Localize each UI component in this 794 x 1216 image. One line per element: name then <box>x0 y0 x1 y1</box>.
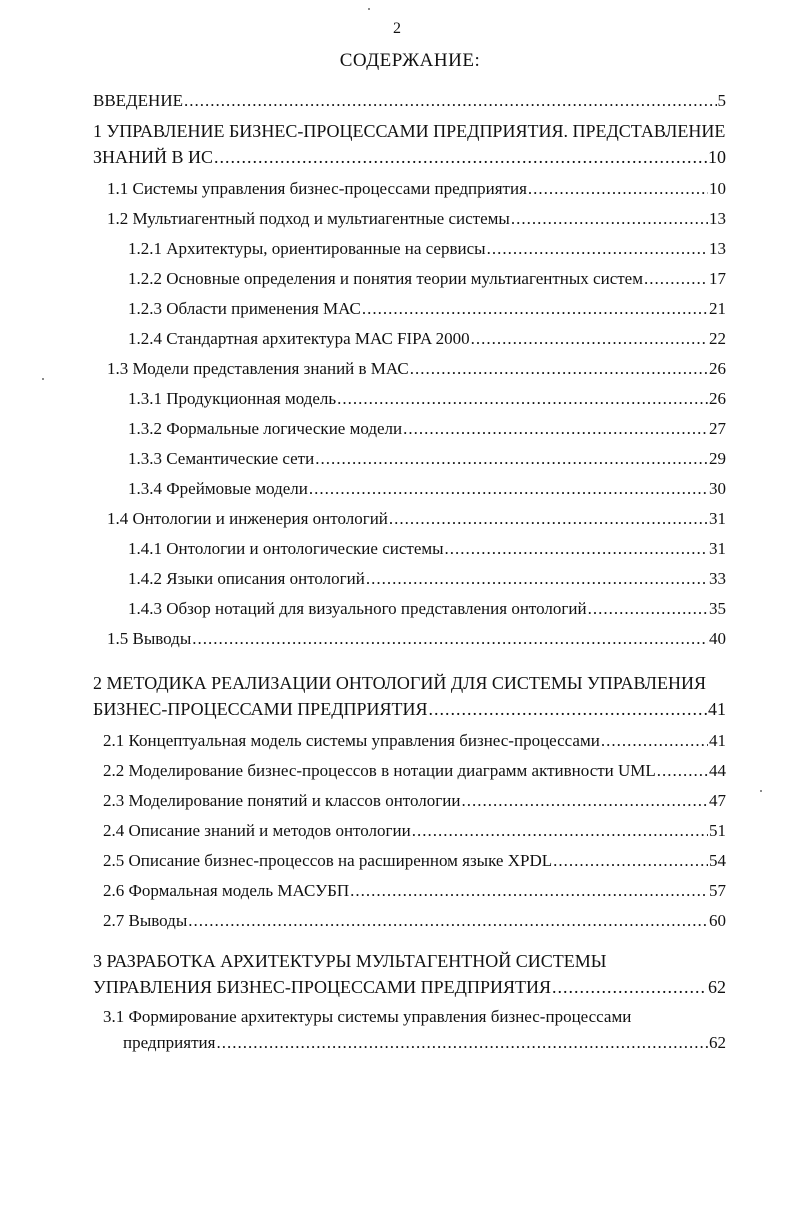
toc-entry-label: 2.7 Выводы <box>103 911 188 930</box>
leader-dots <box>315 446 708 472</box>
toc-entry-2-1[interactable] <box>103 728 726 754</box>
leader-dots <box>487 236 708 262</box>
toc-entry-page: 47 <box>709 791 726 810</box>
toc-entry-chapter-3[interactable] <box>93 948 726 1000</box>
toc-entry-2-2[interactable] <box>103 758 726 784</box>
leader-dots <box>601 728 708 754</box>
toc-entry-label: 1.2.3 Области применения МАС <box>128 299 361 318</box>
toc-entry-1-1[interactable] <box>107 176 726 202</box>
leader-dots <box>461 788 708 814</box>
toc-entry-2-3[interactable] <box>103 788 726 814</box>
leader-dots <box>412 818 708 844</box>
leader-dots <box>362 296 708 322</box>
toc-entry-1-3-3[interactable] <box>128 446 726 472</box>
toc-entry-label: предприятия <box>123 1033 216 1052</box>
toc-entry-label: 2.6 Формальная модель МАСУБП <box>103 881 350 900</box>
toc-entry-page: 31 <box>709 539 726 558</box>
leader-dots <box>657 758 708 784</box>
toc-entry-label: 1.2.2 Основные определения и понятия теории мультиагентных систем <box>128 269 643 288</box>
toc-entry-label: 2.1 Концептуальная модель системы управления бизнес-процессами <box>103 731 600 750</box>
toc-entry-chapter-2[interactable] <box>93 670 726 722</box>
toc-entry-1-2-3[interactable] <box>128 296 726 322</box>
toc-entry-label: 1.2.1 Архитектуры, ориентированные на сервисы <box>128 239 486 258</box>
toc-entry-1-3[interactable] <box>107 356 726 382</box>
toc-entry-page: 5 <box>717 91 726 110</box>
toc-entry-page: 54 <box>709 851 726 870</box>
toc-entry-page: 33 <box>709 569 726 588</box>
toc-entry-label: 1.1 Системы управления бизнес-процессами предприятия <box>107 179 527 198</box>
toc-title: СОДЕРЖАНИЕ: <box>339 50 481 71</box>
toc-entry-1-3-2[interactable] <box>128 416 726 442</box>
toc-entry-label: 1.3 Модели представления знаний в МАС <box>107 359 409 378</box>
leader-dots <box>511 206 708 232</box>
toc-entry-label-line1: 3 РАЗРАБОТКА АРХИТЕКТУРЫ МУЛЬТАГЕНТНОЙ СИСТЕМЫ <box>93 951 607 971</box>
toc-entry-label: 1.4.1 Онтологии и онтологические системы <box>128 539 444 558</box>
toc-entry-1-4[interactable] <box>107 506 726 532</box>
toc-entry-label: 1.5 Выводы <box>107 629 192 648</box>
toc-entry-2-7[interactable] <box>103 908 726 934</box>
toc-entry-page: 31 <box>709 509 726 528</box>
toc-entry-3-1[interactable] <box>103 1004 726 1056</box>
toc-entry-label: УПРАВЛЕНИЯ БИЗНЕС-ПРОЦЕССАМИ ПРЕДПРИЯТИЯ <box>93 977 551 997</box>
toc-entry-label: 1.3.4 Фреймовые модели <box>128 479 308 498</box>
toc-entry-page: 26 <box>709 389 726 408</box>
toc-entry-page: 30 <box>709 479 726 498</box>
toc-entry-1-2-4[interactable] <box>128 326 726 352</box>
toc-entry-page: 26 <box>709 359 726 378</box>
toc-entry-2-6[interactable] <box>103 878 726 904</box>
toc-entry-page: 22 <box>709 329 726 348</box>
leader-dots <box>216 1030 708 1056</box>
toc-entry-page: 60 <box>709 911 726 930</box>
toc-entry-page: 35 <box>709 599 726 618</box>
toc-entry-page: 57 <box>709 881 726 900</box>
toc-entry-1-4-2[interactable] <box>128 566 726 592</box>
toc-entry-2-4[interactable] <box>103 818 726 844</box>
leader-dots <box>644 266 708 292</box>
toc-entry-page: 41 <box>709 731 726 750</box>
toc-entry-page: 41 <box>708 699 726 719</box>
toc-entry-label: 1.4 Онтологии и инженерия онтологий <box>107 509 388 528</box>
toc-entry-page: 10 <box>709 179 726 198</box>
toc-entry-1-3-1[interactable] <box>128 386 726 412</box>
toc-entry-page: 13 <box>709 239 726 258</box>
leader-dots <box>192 626 708 652</box>
toc-entry-1-4-1[interactable] <box>128 536 726 562</box>
toc-entry-1-2-2[interactable] <box>128 266 726 292</box>
toc-entry-page: 27 <box>709 419 726 438</box>
toc-entry-page: 44 <box>709 761 726 780</box>
toc-entry-page: 40 <box>709 629 726 648</box>
scan-speck <box>368 8 370 10</box>
toc-entry-page: 21 <box>709 299 726 318</box>
toc-entry-label: 1.3.2 Формальные логические модели <box>128 419 403 438</box>
toc-entry-page: 29 <box>709 449 726 468</box>
page-number: 2 <box>393 20 401 37</box>
toc-entry-page: 62 <box>709 1033 726 1052</box>
toc-entry-label: 1.2 Мультиагентный подход и мультиагентные системы <box>107 209 510 228</box>
leader-dots <box>403 416 708 442</box>
toc-entry-page: 62 <box>708 977 726 997</box>
leader-dots <box>188 908 708 934</box>
toc-entry-page: 51 <box>709 821 726 840</box>
leader-dots <box>366 566 708 592</box>
leader-dots <box>471 326 708 352</box>
toc-entry-label: 2.5 Описание бизнес-процессов на расширенном языке XPDL <box>103 851 553 870</box>
toc-entry-label: 1.3.1 Продукционная модель <box>128 389 337 408</box>
toc-entry-label-line1: 3.1 Формирование архитектуры системы управления бизнес-процессами <box>103 1007 632 1026</box>
leader-dots <box>350 878 708 904</box>
toc-entry-label-line1: 2 МЕТОДИКА РЕАЛИЗАЦИИ ОНТОЛОГИЙ ДЛЯ СИСТЕМЫ УПРАВЛЕНИЯ <box>93 673 707 693</box>
toc-entry-label: 2.4 Описание знаний и методов онтологии <box>103 821 411 840</box>
toc-entry-label: ЗНАНИЙ В ИС <box>93 147 214 167</box>
leader-dots <box>528 176 708 202</box>
toc-entry-label: 1.4.3 Обзор нотаций для визуального представления онтологий <box>128 599 587 618</box>
scan-speck <box>760 790 762 792</box>
toc-entry-label: 1.2.4 Стандартная архитектура МАС FIPA 2000 <box>128 329 470 348</box>
leader-dots <box>429 696 708 722</box>
toc-entry-label-line1: 1 УПРАВЛЕНИЕ БИЗНЕС-ПРОЦЕССАМИ ПРЕДПРИЯТИЯ. ПРЕДСТАВЛЕНИЕ <box>93 121 726 141</box>
leader-dots <box>552 974 707 1000</box>
toc-entry-chapter-1[interactable] <box>93 118 726 170</box>
toc-entry-label: ВВЕДЕНИЕ <box>93 91 183 110</box>
leader-dots <box>214 144 707 170</box>
leader-dots <box>410 356 708 382</box>
leader-dots <box>553 848 708 874</box>
toc-entry-introduction[interactable] <box>93 88 726 114</box>
toc-entry-label: БИЗНЕС-ПРОЦЕССАМИ ПРЕДПРИЯТИЯ <box>93 699 428 719</box>
leader-dots <box>184 88 717 114</box>
leader-dots <box>337 386 708 412</box>
toc-entry-page: 10 <box>708 147 726 167</box>
toc-entry-label: 1.4.2 Языки описания онтологий <box>128 569 365 588</box>
leader-dots <box>445 536 708 562</box>
toc-entry-1-3-4[interactable] <box>128 476 726 502</box>
leader-dots <box>389 506 708 532</box>
toc-entry-2-5[interactable] <box>103 848 726 874</box>
scan-speck <box>42 378 44 380</box>
toc-entry-1-4-3[interactable] <box>128 596 726 622</box>
toc-entry-1-2-1[interactable] <box>128 236 726 262</box>
leader-dots <box>309 476 708 502</box>
toc-entry-label: 2.2 Моделирование бизнес-процессов в нотации диаграмм активности UML <box>103 761 656 780</box>
toc-entry-label: 2.3 Моделирование понятий и классов онтологии <box>103 791 461 810</box>
toc-entry-label: 1.3.3 Семантические сети <box>128 449 315 468</box>
toc-entry-1-2[interactable] <box>107 206 726 232</box>
leader-dots <box>588 596 708 622</box>
toc-entry-page: 13 <box>709 209 726 228</box>
toc-entry-page: 17 <box>709 269 726 288</box>
toc-entry-1-5[interactable] <box>107 626 726 652</box>
